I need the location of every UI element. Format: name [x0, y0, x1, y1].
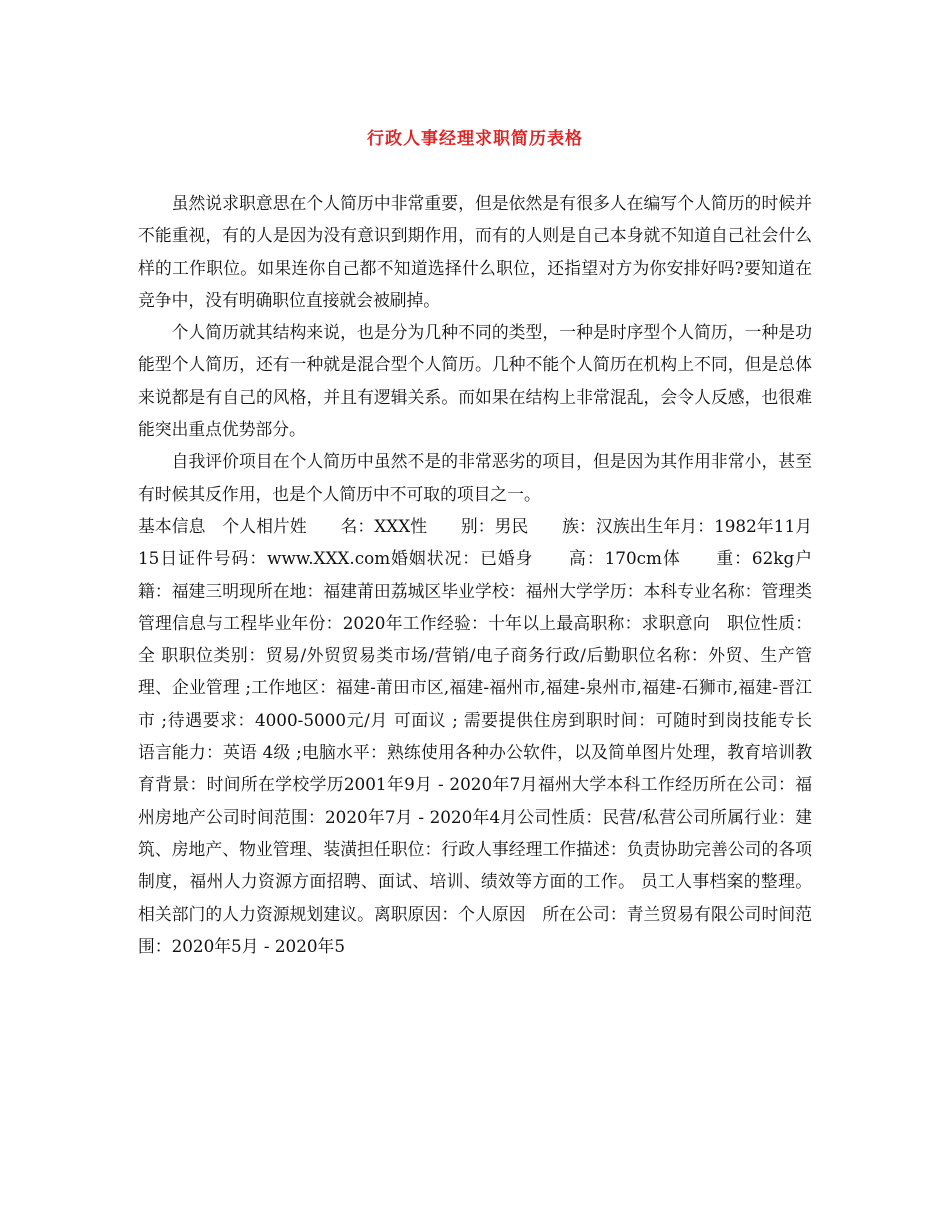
paragraph-self-evaluation: 自我评价项目在个人简历中虽然不是的非常恶劣的项目，但是因为其作用非常小，甚至有时候其反作用，也是个人简历中不可取的项目之一。: [138, 451, 812, 504]
resume-details: 基本信息 个人相片姓 名：XXX性 别：男民 族：汉族出生年月：1982年11月15日证件号码：www.XXX.com婚姻状况：已婚身 高：170cm体 重：62kg户 籍：福建三明现所在地：福建莆田荔城区毕业学校：福州大学学历：本科专业名称：管理类管理信息与工程毕业年份：2020年工作经验：十年以上最高职称：求职意向 职位性质：全 职职位类别：贸易/外贸贸易类市场/营销/电子商务行政/后勤职位名称：外贸、生产管理、企业管理 ;工作地区：福建-莆田市区,福建-福州市,福建-泉州市,福建-石狮市,福建-晋江市 ;待遇要求：4000-5000元/月 可面议 ; 需要提供住房到职时间：可随时到岗技能专长 语言能力：英语 4级 ;电脑水平：熟练使用各种办公软件，以及简单图片处理，教育培训教育背景：时间所在学校学历2001年9月 - 2020年7月福州大学本科工作经历所在公司：福州房地产公司时间范围：2020年7月 - 2020年4月公司性质：民营/私营公司所属行业：建筑、房地产、物业管理、装潢担任职位：行政人事经理工作描述：负责协助完善公司的各项制度，福州人力资源方面招聘、面试、培训、绩效等方面的工作。 员工人事档案的整理。 相关部门的人力资源规划建议。离职原因：个人原因 所在公司：青兰贸易有限公司时间范围：2020年5月 - 2020年5: [138, 515, 846, 956]
document-title: 行政人事经理求职简历表格: [367, 129, 583, 149]
paragraph-intro: 虽然说求职意思在个人简历中非常重要，但是依然是有很多人在编写个人简历的时候并不能重视，有的人是因为没有意识到期作用，而有的人则是自己本身就不知道自己社会什么样的工作职位。如果连你自己都不知道选择什么职位，还指望对方为你安排好吗?要知道在竞争中，没有明确职位直接就会被刷掉。: [138, 193, 812, 310]
document-body: [138, 187, 846, 962]
paragraph-structure: 个人简历就其结构来说，也是分为几种不同的类型，一种是时序型个人简历，一种是功能型个人简历，还有一种就是混合型个人简历。几种不能个人简历在机构上不同，但是总体来说都是有自己的风格，并且有逻辑关系。而如果在结构上非常混乱，会令人反感，也很难能突出重点优势部分。: [138, 322, 812, 440]
